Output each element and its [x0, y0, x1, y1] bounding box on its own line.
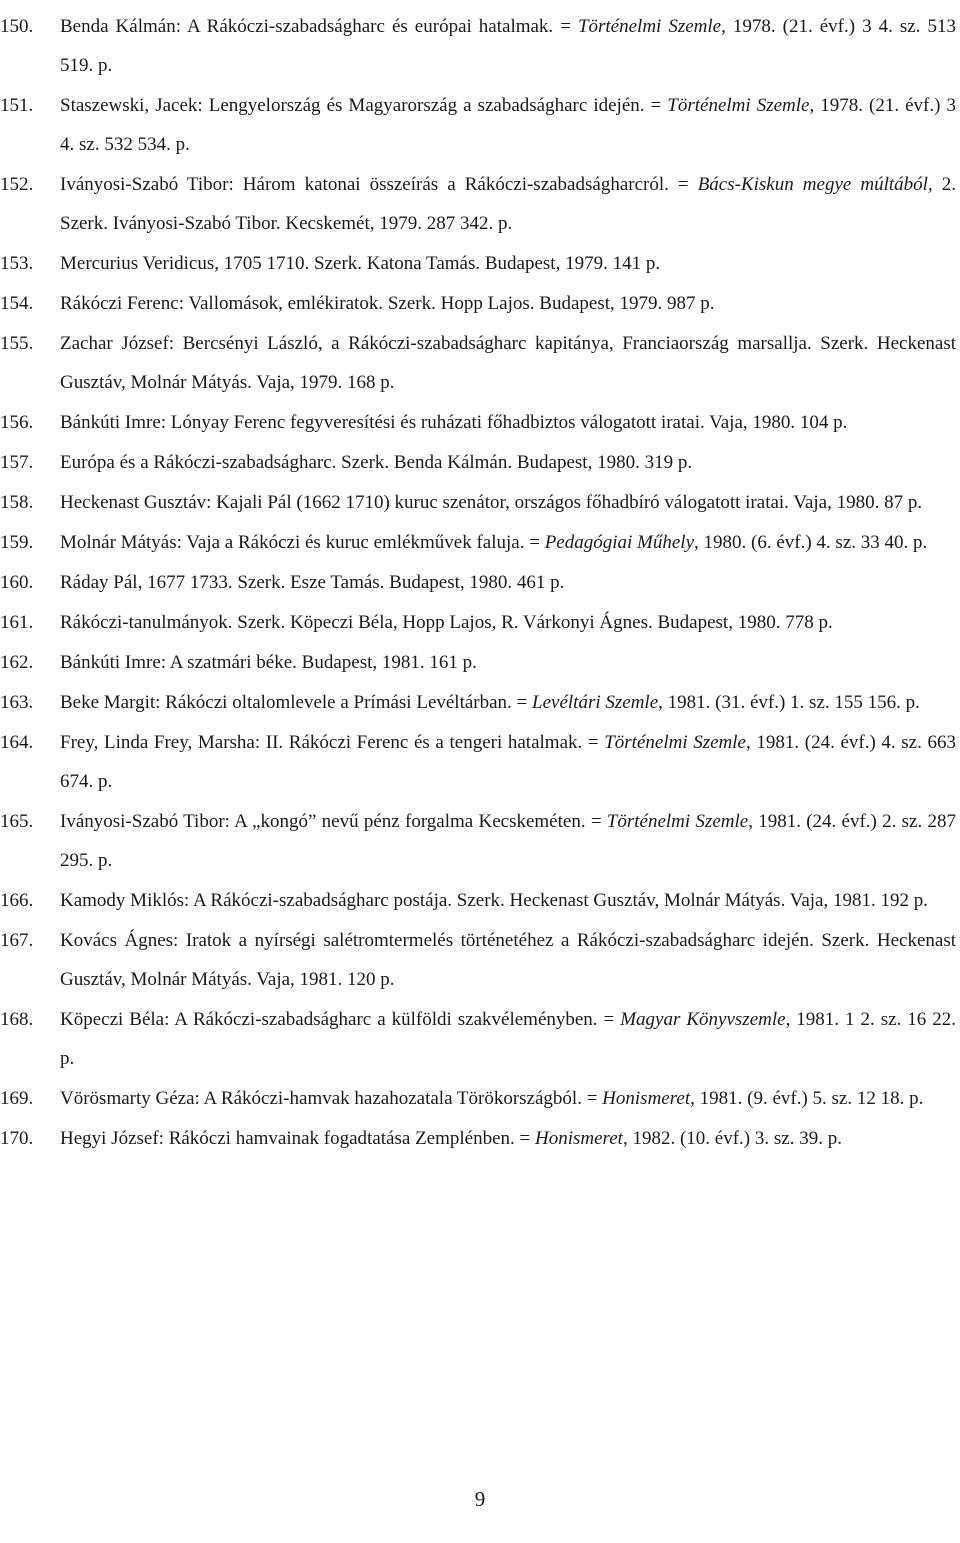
entry-text-segment: Rákóczi-tanulmányok. Szerk. Köpeczi Béla, Hopp Lajos, R. Várkonyi Ágnes. Budapest, 1980. 778 p. — [60, 612, 833, 633]
bibliography-entry — [0, 284, 960, 323]
entry-number: 166. — [0, 890, 34, 911]
publication-title: Magyar Könyvszemle — [620, 1009, 786, 1030]
entry-number: 163. — [0, 692, 34, 713]
entry-text-segment: Frey, Linda Frey, Marsha: II. Rákóczi Ferenc és a tengeri hatalmak. = — [60, 732, 605, 753]
entry-number: 162. — [0, 652, 34, 673]
entry-text — [60, 333, 956, 393]
entry-text-segment: Bánkúti Imre: Lónyay Ferenc fegyveresítési és ruházati főhadbiztos válogatott iratai. Vaja, 1980. 104 p. — [60, 412, 848, 433]
bibliography-entry — [0, 603, 960, 642]
bibliography-entry — [0, 523, 960, 562]
entry-text — [60, 253, 660, 274]
entry-number: 170. — [0, 1128, 34, 1149]
bibliography-entry — [0, 483, 960, 522]
bibliography-entry — [0, 443, 960, 482]
entry-text-segment: , 1981. (9. évf.) 5. sz. 12 18. p. — [690, 1088, 924, 1109]
entry-text — [60, 412, 847, 433]
bibliography-list — [0, 7, 960, 1159]
entry-text — [60, 732, 956, 792]
entry-text — [60, 930, 956, 990]
entry-text-segment: Zachar József: Bercsényi László, a Rákóczi-szabadságharc kapitánya, Franciaország marsallja. Szerk. Heckenast Gusztáv, Molnár Mátyás. Vaja, 1979. 168 p. — [60, 333, 956, 393]
entry-text-segment: Mercurius Veridicus, 1705 1710. Szerk. Katona Tamás. Budapest, 1979. 141 p. — [60, 253, 661, 274]
bibliography-entry — [0, 165, 960, 243]
entry-text — [60, 612, 833, 633]
entry-number: 153. — [0, 253, 34, 274]
entry-number: 156. — [0, 412, 34, 433]
entry-number: 165. — [0, 811, 34, 832]
entry-number: 168. — [0, 1009, 34, 1030]
entry-text — [60, 692, 920, 713]
publication-title: Bács-Kiskun megye múltából, — [697, 174, 933, 195]
entry-text — [60, 1009, 956, 1069]
entry-number: 151. — [0, 95, 34, 116]
entry-number: 150. — [0, 16, 34, 37]
entry-number: 158. — [0, 492, 34, 513]
entry-text — [60, 174, 956, 234]
entry-text — [60, 452, 692, 473]
entry-number: 167. — [0, 930, 34, 951]
bibliography-entry — [0, 244, 960, 283]
entry-text-segment: Vörösmarty Géza: A Rákóczi-hamvak hazahozatala Törökországból. = — [60, 1088, 603, 1109]
entry-number: 152. — [0, 174, 34, 195]
publication-title: Levéltári Szemle — [532, 692, 659, 713]
entry-text-segment: , 1981. 1 2. sz. 16 22. p. — [60, 1009, 956, 1069]
publication-title: Történelmi Szemle — [604, 732, 746, 753]
page-number: 9 — [474, 1487, 486, 1511]
entry-text — [60, 16, 956, 76]
entry-text-segment: Staszewski, Jacek: Lengyelország és Magyarország a szabadságharc idején. = — [60, 95, 668, 116]
publication-title: Történelmi Szemle, — [577, 16, 726, 37]
entry-text — [60, 1128, 842, 1149]
entry-text — [60, 492, 922, 513]
bibliography-entry — [0, 723, 960, 801]
entry-text-segment: 2. Szerk. Iványosi-Szabó Tibor. Kecskemét, 1979. 287 342. p. — [60, 174, 956, 234]
publication-title: Történelmi Szemle — [667, 95, 810, 116]
entry-text-segment: Köpeczi Béla: A Rákóczi-szabadságharc a külföldi szakvéleményben. = — [60, 1009, 621, 1030]
bibliography-entry — [0, 86, 960, 164]
entry-number: 157. — [0, 452, 34, 473]
entry-text — [60, 95, 956, 155]
bibliography-entry — [0, 403, 960, 442]
entry-text-segment: Ráday Pál, 1677 1733. Szerk. Esze Tamás. Budapest, 1980. 461 p. — [60, 572, 565, 593]
entry-number: 161. — [0, 612, 34, 633]
entry-text-segment: Iványosi-Szabó Tibor: A „kongó” nevű pénz forgalma Kecskeméten. = — [60, 811, 607, 832]
bibliography-entry — [0, 1000, 960, 1078]
entry-number: 155. — [0, 333, 34, 354]
bibliography-entry — [0, 802, 960, 880]
bibliography-entry — [0, 1119, 960, 1158]
entry-text-segment: Kamody Miklós: A Rákóczi-szabadságharc postája. Szerk. Heckenast Gusztáv, Molnár Mátyás. Vaja, 1981. 192 p. — [60, 890, 928, 911]
entry-text-segment: Kovács Ágnes: Iratok a nyírségi salétromtermelés történetéhez a Rákóczi-szabadságharc idején. Szerk. Heckenast Gusztáv, Molnár Mátyás. Vaja, 1981. 120 p. — [60, 930, 956, 990]
entry-text-segment: Európa és a Rákóczi-szabadságharc. Szerk. Benda Kálmán. Budapest, 1980. 319 p. — [60, 452, 693, 473]
entry-text-segment: , 1981. (24. évf.) 4. sz. 663 674. p. — [60, 732, 956, 792]
bibliography-entry — [0, 324, 960, 402]
entry-number: 169. — [0, 1088, 34, 1109]
publication-title: Pedagógiai Műhely — [544, 532, 695, 553]
entry-number: 159. — [0, 532, 34, 553]
entry-text-segment: , 1980. (6. évf.) 4. sz. 33 40. p. — [694, 532, 928, 553]
entry-number: 160. — [0, 572, 34, 593]
entry-text — [60, 1088, 923, 1109]
entry-text — [60, 532, 927, 553]
bibliography-entry — [0, 563, 960, 602]
entry-text-segment: Molnár Mátyás: Vaja a Rákóczi és kuruc emlékművek faluja. = — [60, 532, 545, 553]
bibliography-entry — [0, 921, 960, 999]
entry-text — [60, 811, 956, 871]
entry-text — [60, 890, 928, 911]
entry-text-segment: , 1981. (31. évf.) 1. sz. 155 156. p. — [658, 692, 920, 713]
bibliography-entry — [0, 643, 960, 682]
publication-title: Honismeret — [535, 1128, 623, 1149]
bibliography-entry — [0, 1079, 960, 1118]
entry-text-segment: , 1981. (24. évf.) 2. sz. 287 295. p. — [60, 811, 956, 871]
entry-number: 154. — [0, 293, 34, 314]
publication-title: Történelmi Szemle — [606, 811, 749, 832]
entry-text-segment: Hegyi József: Rákóczi hamvainak fogadtatása Zemplénben. = — [60, 1128, 535, 1149]
entry-number: 164. — [0, 732, 34, 753]
entry-text-segment: , 1978. (21. évf.) 3 4. sz. 532 534. p. — [60, 95, 956, 155]
bibliography-entry — [0, 881, 960, 920]
entry-text-segment: Heckenast Gusztáv: Kajali Pál (1662 1710) kuruc szenátor, országos főhadbíró válogatott iratai. Vaja, 1980. 87 p. — [60, 492, 923, 513]
entry-text-segment: Iványosi-Szabó Tibor: Három katonai összeírás a Rákóczi-szabadságharcról. = — [60, 174, 698, 195]
entry-text-segment: 1978. (21. évf.) 3 4. sz. 513 519. p. — [60, 16, 956, 76]
entry-text-segment: Bánkúti Imre: A szatmári béke. Budapest, 1981. 161 p. — [60, 652, 477, 673]
bibliography-entry — [0, 7, 960, 85]
bibliography-entry — [0, 683, 960, 722]
publication-title: Honismeret — [602, 1088, 691, 1109]
entry-text-segment: Rákóczi Ferenc: Vallomások, emlékiratok. Szerk. Hopp Lajos. Budapest, 1979. 987 p. — [60, 293, 715, 314]
entry-text — [60, 572, 564, 593]
entry-text-segment: Benda Kálmán: A Rákóczi-szabadságharc és európai hatalmak. = — [60, 16, 578, 37]
entry-text-segment: , 1982. (10. évf.) 3. sz. 39. p. — [622, 1128, 842, 1149]
entry-text — [60, 293, 715, 314]
entry-text — [60, 652, 477, 673]
entry-text-segment: Beke Margit: Rákóczi oltalomlevele a Prímási Levéltárban. = — [60, 692, 533, 713]
